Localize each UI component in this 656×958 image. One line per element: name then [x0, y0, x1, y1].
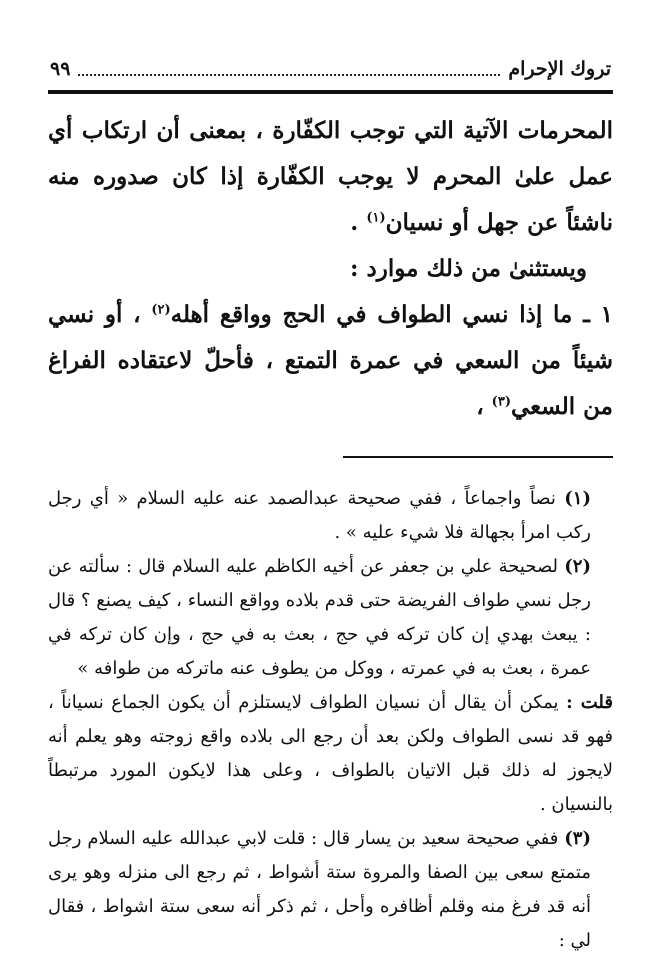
main-paragraph-1: المحرمات الآتية التي توجب الكفّارة ، بمعنى أن ارتكاب أي عمل علىٰ المحرم لا يوجب الكفّارة إذا كان صدوره منه ناشئاً عن جهل أو نسيان$^{(١)}$ .	[48, 117, 613, 236]
footnote-3-number: (٣)	[564, 828, 591, 849]
footnote-ref-1: (١)	[366, 210, 386, 226]
header-title: تروك الإحرام	[508, 58, 611, 80]
footnote-ref-2: (٢)	[151, 302, 171, 318]
footnote-3-text: ففي صحيحة سعيد بن يسار قال : قلت لابي عبدالله عليه السلام رجل متمتع سعى بين الصفا والمروة ستة أشواط ، ثم رجع الى منزله وهو يرى أنه قد فرغ منه وقلم أظافره وأحل ، ثم ذكر أنه سعى ستة اشواط ، فقال لي :	[48, 828, 591, 951]
main-text	[48, 108, 613, 430]
footnote-2-comment	[48, 686, 613, 822]
main-paragraph-3: ١ ـ ما إذا نسي الطواف في الحج وواقع أهله$^{(٢)}$ ، أو نسي شيئاً من السعي في عمرة التمتع ، فأحلّ لاعتقاده الفراغ من السعي$^{(٣)}$ ،	[48, 301, 613, 420]
footnote-3	[48, 822, 613, 958]
footnotes	[48, 482, 613, 958]
main-paragraph-2: ويستثنىٰ من ذلك موارد :	[350, 255, 587, 282]
running-header	[48, 54, 613, 84]
footnote-1-text: نصاً واجماعاً ، ففي صحيحة عبدالصمد عنه عليه السلام « أي رجل ركب امرأ بجهالة فلا شيء عليه » .	[48, 488, 591, 543]
book-page	[48, 54, 613, 951]
header-rule	[48, 90, 613, 94]
footnote-1-number: (١)	[564, 488, 591, 509]
footnote-2-comment-text: يمكن أن يقال أن نسيان الطواف لايستلزم أن يكون الجماع نسياناً ، فهو قد نسى الطواف ولكن بعد أن رجع الى بلاده واقع زوجته وهو يعلم أنه لايجوز له ذلك قبل الاتيان بالطواف ، وعلى هذا لايكون المورد مرتبطاً بالنسيان .	[48, 692, 613, 815]
footnote-2-number: (٢)	[564, 556, 591, 577]
footnote-2	[48, 550, 613, 686]
header-dot-leader	[78, 68, 500, 76]
page-number: ٩٩	[50, 58, 71, 80]
footnote-separator	[343, 456, 613, 458]
footnote-2-comment-label: قلت :	[566, 692, 613, 713]
footnote-ref-3: (٣)	[491, 394, 511, 410]
footnote-2-text: لصحيحة علي بن جعفر عن أخيه الكاظم عليه السلام قال : سألته عن رجل نسي طواف الفريضة حتى قدم بلاده وواقع النساء ، كيف يصنع ؟ قال : يبعث بهدي إن كان تركه في حج ، بعث به في حج ، وإن كان تركه في عمرة ، بعث به في عمرته ، ووكل من يطوف عنه ماتركه من طوافه »	[48, 556, 591, 679]
footnote-1	[48, 482, 613, 550]
